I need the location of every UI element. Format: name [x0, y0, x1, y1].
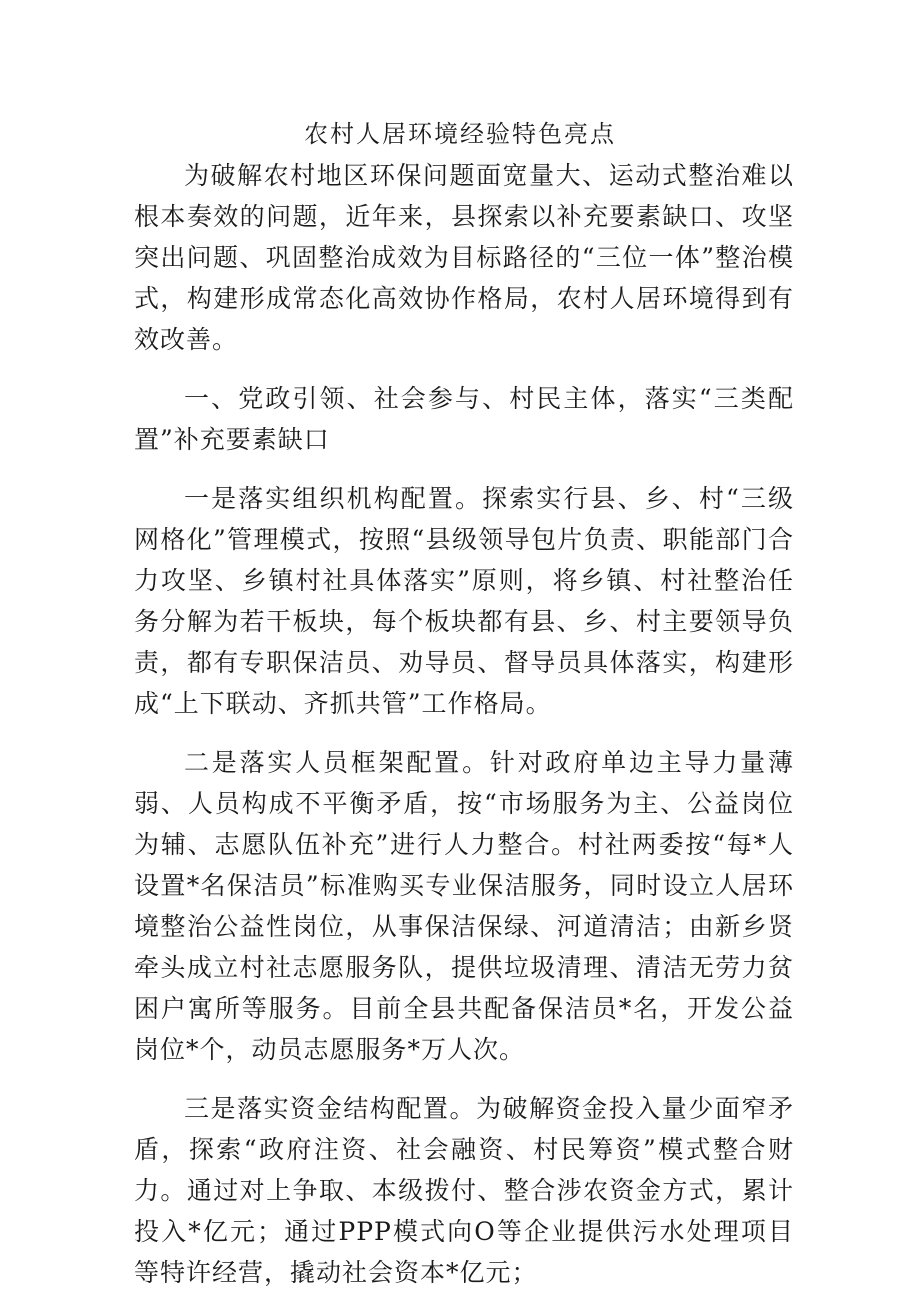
section-heading-1: 一、党政引领、社会参与、村民主体，落实“三类配置”补充要素缺口 — [134, 384, 794, 454]
paragraph-funding: 三是落实资金结构配置。为破解资金投入量少面窄矛盾，探索“政府注资、社会融资、村民筹资”模式整合财力。通过对上争取、本级拨付、整合涉农资金方式，累计投入*亿元；通过PPP模式向O等企业提供污水处理项目等特许经营，撬动社会资本*亿元； — [134, 1094, 794, 1287]
paragraph-organization: 一是落实组织机构配置。探索实行县、乡、村“三级网格化”管理模式，按照“县级领导包片负责、职能部门合力攻坚、乡镇村社具体落实”原则，将乡镇、村社整治任务分解为若干板块，每个板块都有县、乡、村主要领导负责，都有专职保洁员、劝导员、督导员具体落实，构建形成“上下联动、齐抓共管”工作格局。 — [134, 484, 794, 718]
paragraph-gap — [134, 1070, 794, 1088]
paragraph-gap — [134, 460, 794, 478]
paragraph-gap — [134, 724, 794, 742]
paragraph-gap — [134, 360, 794, 378]
paragraph-intro: 为破解农村地区环保问题面宽量大、运动式整治难以根本奏效的问题，近年来，县探索以补充要素缺口、攻坚突出问题、巩固整治成效为目标路径的“三位一体”整治模式，构建形成常态化高效协作格局，农村人居环境得到有效改善。 — [134, 161, 794, 354]
document-title: 农村人居环境经验特色亮点 — [304, 120, 616, 148]
document-body — [134, 155, 794, 1293]
paragraph-personnel: 二是落实人员框架配置。针对政府单边主导力量薄弱、人员构成不平衡矛盾，按“市场服务为主、公益岗位为辅、志愿队伍补充”进行人力整合。村社两委按“每*人设置*名保洁员”标准购买专业保洁服务，同时设立人居环境整治公益性岗位，从事保洁保绿、河道清洁；由新乡贤牵头成立村社志愿服务队，提供垃圾清理、清洁无劳力贫困户寓所等服务。目前全县共配备保洁员*名，开发公益岗位*个，动员志愿服务*万人次。 — [134, 748, 794, 1064]
